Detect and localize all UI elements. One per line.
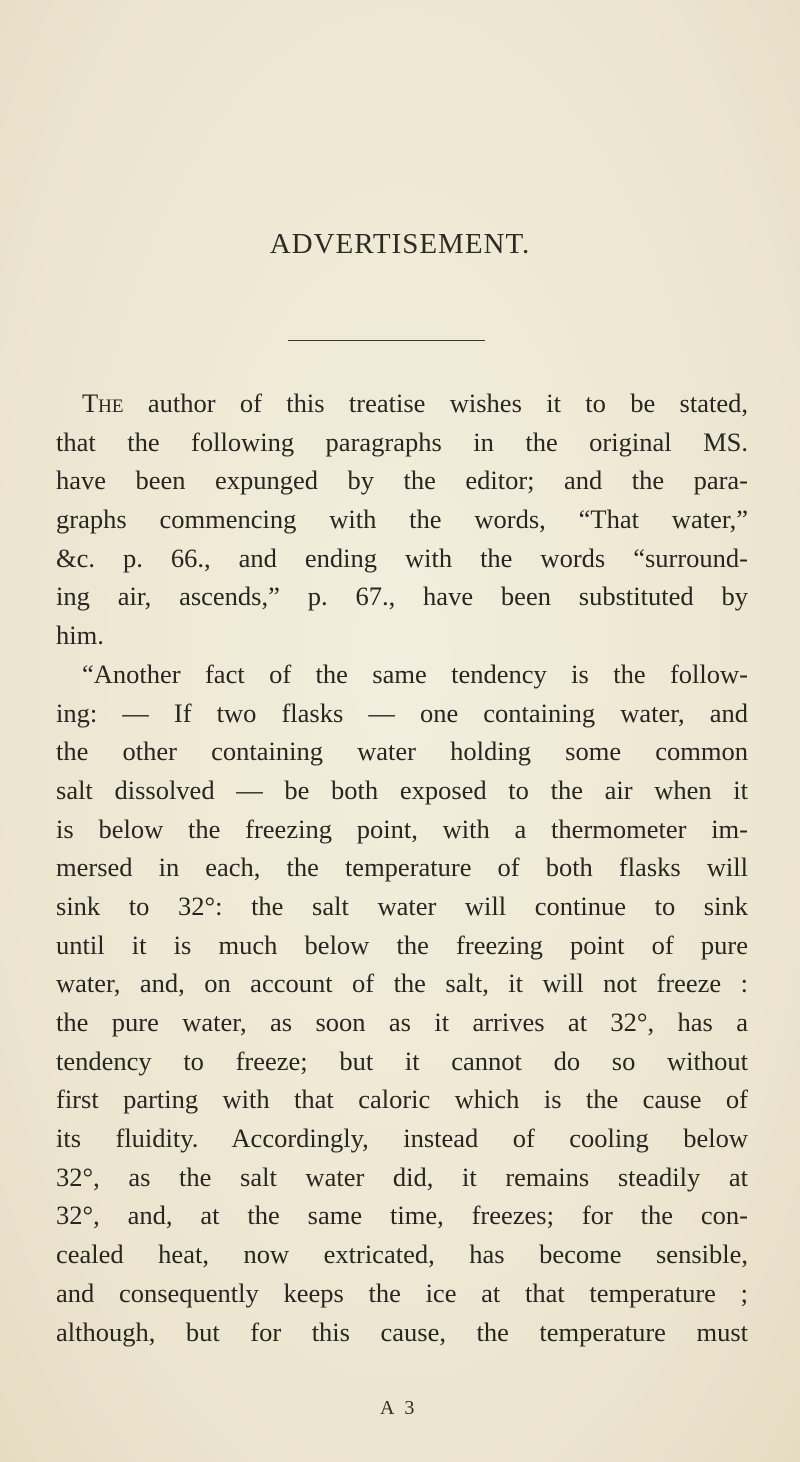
text-line: &c. p. 66., and ending with the words “surround- [56, 542, 748, 573]
text-line: tendency to freeze; but it cannot do so without [56, 1045, 748, 1076]
text-line: 32°, as the salt water did, it remains steadily at [56, 1161, 748, 1192]
text-line: water, and, on account of the salt, it will not freeze : [56, 968, 748, 999]
divider-rule [288, 340, 485, 341]
text-line: salt dissolved — be both exposed to the air when it [56, 774, 748, 805]
text-line: ing: — If two flasks — one containing water, and [56, 697, 748, 728]
text-line: although, but for this cause, the temperature must [56, 1316, 748, 1347]
text-line: sink to 32°: the salt water will continue to sink [56, 890, 748, 921]
text-line: 32°, and, at the same time, freezes; for the con- [56, 1200, 748, 1231]
text-line: have been expunged by the editor; and the para- [56, 465, 748, 496]
text-line: cealed heat, now extricated, has become sensible, [56, 1239, 748, 1270]
signature-mark: A 3 [380, 1397, 418, 1419]
text-line: first parting with that caloric which is the cause of [56, 1084, 748, 1115]
text-line: mersed in each, the temperature of both flasks will [56, 852, 748, 883]
text-line: the pure water, as soon as it arrives at 32°, has a [56, 1007, 748, 1037]
text-line: its fluidity. Accordingly, instead of cooling below [56, 1123, 748, 1154]
text-line: and consequently keeps the ice at that temperature ; [56, 1277, 748, 1308]
page-title: ADVERTISEMENT. [269, 228, 531, 260]
text-line: graphs commencing with the words, “That water,” [56, 504, 748, 535]
text-line: “Another fact of the same tendency is the follow- [82, 658, 748, 689]
text-line: that the following paragraphs in the original MS. [56, 426, 748, 457]
text-line: him. [56, 620, 104, 651]
body-text [56, 384, 748, 1351]
text-line: the other containing water holding some common [56, 736, 748, 767]
text-line: The author of this treatise wishes it to be stated, [82, 388, 748, 418]
text-line: ing air, ascends,” p. 67., have been substituted by [56, 581, 748, 612]
opening-word: The [82, 388, 124, 418]
text-line: until it is much below the freezing point of pure [56, 929, 748, 960]
text-line: is below the freezing point, with a thermometer im- [56, 813, 748, 844]
